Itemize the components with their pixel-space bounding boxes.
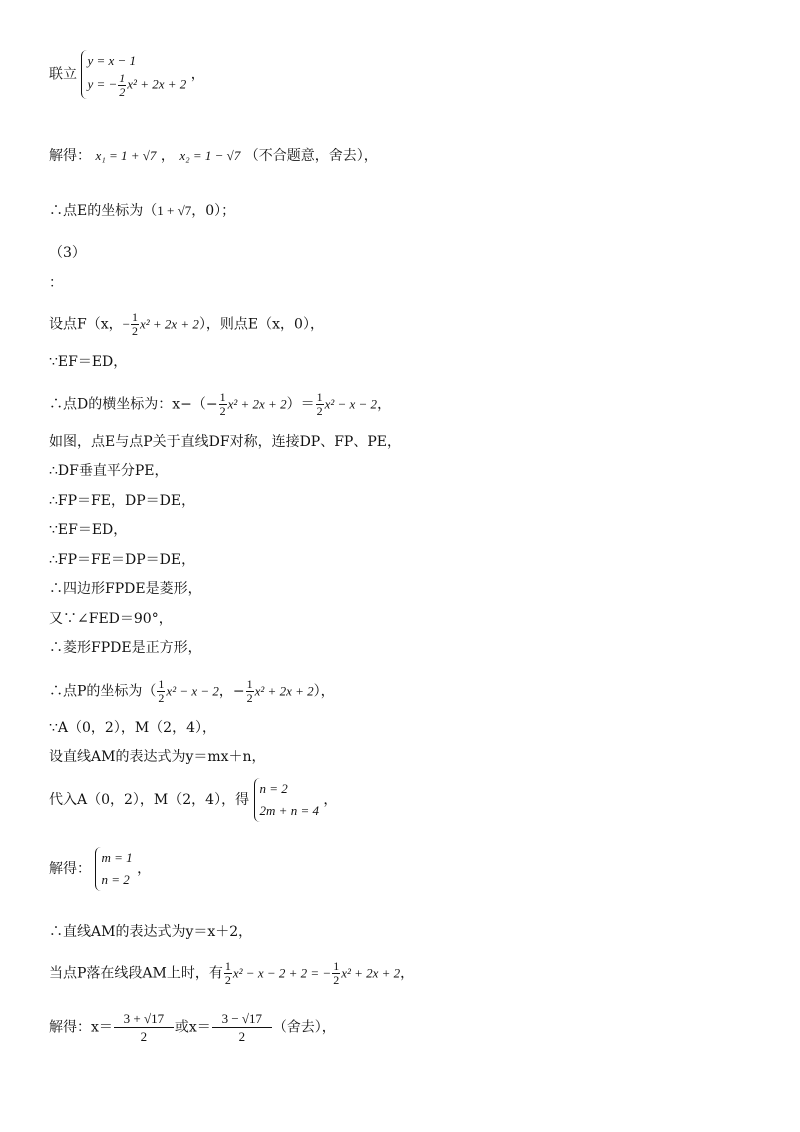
line-symmetry: 如图，点E与点P关于直线DF对称，连接DP、FP、PE， [49, 434, 401, 450]
solution-x1: x₁ = 1 + √7 [95, 148, 157, 163]
line-all-equal: ∴FP＝FE＝DP＝DE， [49, 552, 196, 568]
line-ef-ed: ∵EF＝ED， [49, 354, 128, 370]
colon-line: ： [49, 275, 63, 291]
line-set-am: 设直线AM的表达式为y＝mx＋n， [49, 749, 266, 765]
line-solve-mn: 解得： m = 1 n = 2 ， [49, 847, 151, 891]
line-system-solve: 联立 y = x − 1 y = − $\frac{1}{2}$ x² + 2x + 2 ， [49, 50, 205, 99]
line-d-abscissa: ∴点D的横坐标为：x−（− $\frac{1}{2}$ x² + 2x + 2）＝ $\frac{1}{2}$ x² − x − 2， [49, 390, 392, 418]
line-square: ∴菱形FPDE是正方形， [49, 640, 202, 656]
equation-system-3: m = 1 n = 2 [95, 847, 132, 891]
line-angle: 又∵∠FED＝90°， [49, 611, 173, 627]
line-set-point-f: 设点F（x，− $\frac{1}{2}$ x² + 2x + 2），则点E（x，0）， [49, 310, 324, 338]
solution-x2: x₂ = 1 − √7 [179, 148, 241, 163]
line-final-solution: 解得：x＝ $\frac{3 + √17}{2}$ 或x＝ $\frac{3 - √17}{2}$ （舍去）， [49, 1011, 336, 1044]
line-perp-bisector: ∴DF垂直平分PE， [49, 463, 169, 479]
line-fp-fe: ∴FP＝FE，DP＝DE， [49, 493, 196, 509]
point-e-value: 1 + √7 [157, 203, 192, 218]
equation-2: y = − $\frac{1}{2}$ x² + 2x + 2 [87, 71, 187, 99]
equation-system [81, 50, 186, 99]
text-note: （不合题意，舍去）， [244, 148, 378, 164]
equation-1: y = x − 1 [87, 53, 137, 68]
line-solutions: 解得： x₁ = 1 + √7 ， x₂ = 1 − √7 （不合题意，舍去）， [49, 148, 378, 164]
section-label: （3） [49, 245, 86, 261]
line-p-on-am: 当点P落在线段AM上时，有 $\frac{1}{2}$ x² − x − 2 + 2 = − $\frac{1}{2}$ x² + 2x + 2， [49, 959, 415, 987]
line-point-p: ∴点P的坐标为（ $\frac{1}{2}$ x² − x − 2，− $\frac{1}{2}$ x² + 2x + 2）， [49, 677, 335, 705]
text-lead: 联立 [49, 66, 77, 83]
line-points-am: ∵A（0，2），M（2，4）， [49, 720, 216, 736]
equation-system-2: n = 2 2m + n = 4 [254, 778, 319, 822]
line-am-expression: ∴直线AM的表达式为y＝x＋2， [49, 924, 253, 940]
line-point-e: ∴点E的坐标为（1 + √7，0）； [49, 203, 236, 219]
line-substitute: 代入A（0，2），M（2，4），得 n = 2 2m + n = 4 ， [49, 778, 337, 822]
line-ef-ed-2: ∵EF＝ED， [49, 522, 128, 538]
line-rhombus: ∴四边形FPDE是菱形， [49, 581, 202, 597]
